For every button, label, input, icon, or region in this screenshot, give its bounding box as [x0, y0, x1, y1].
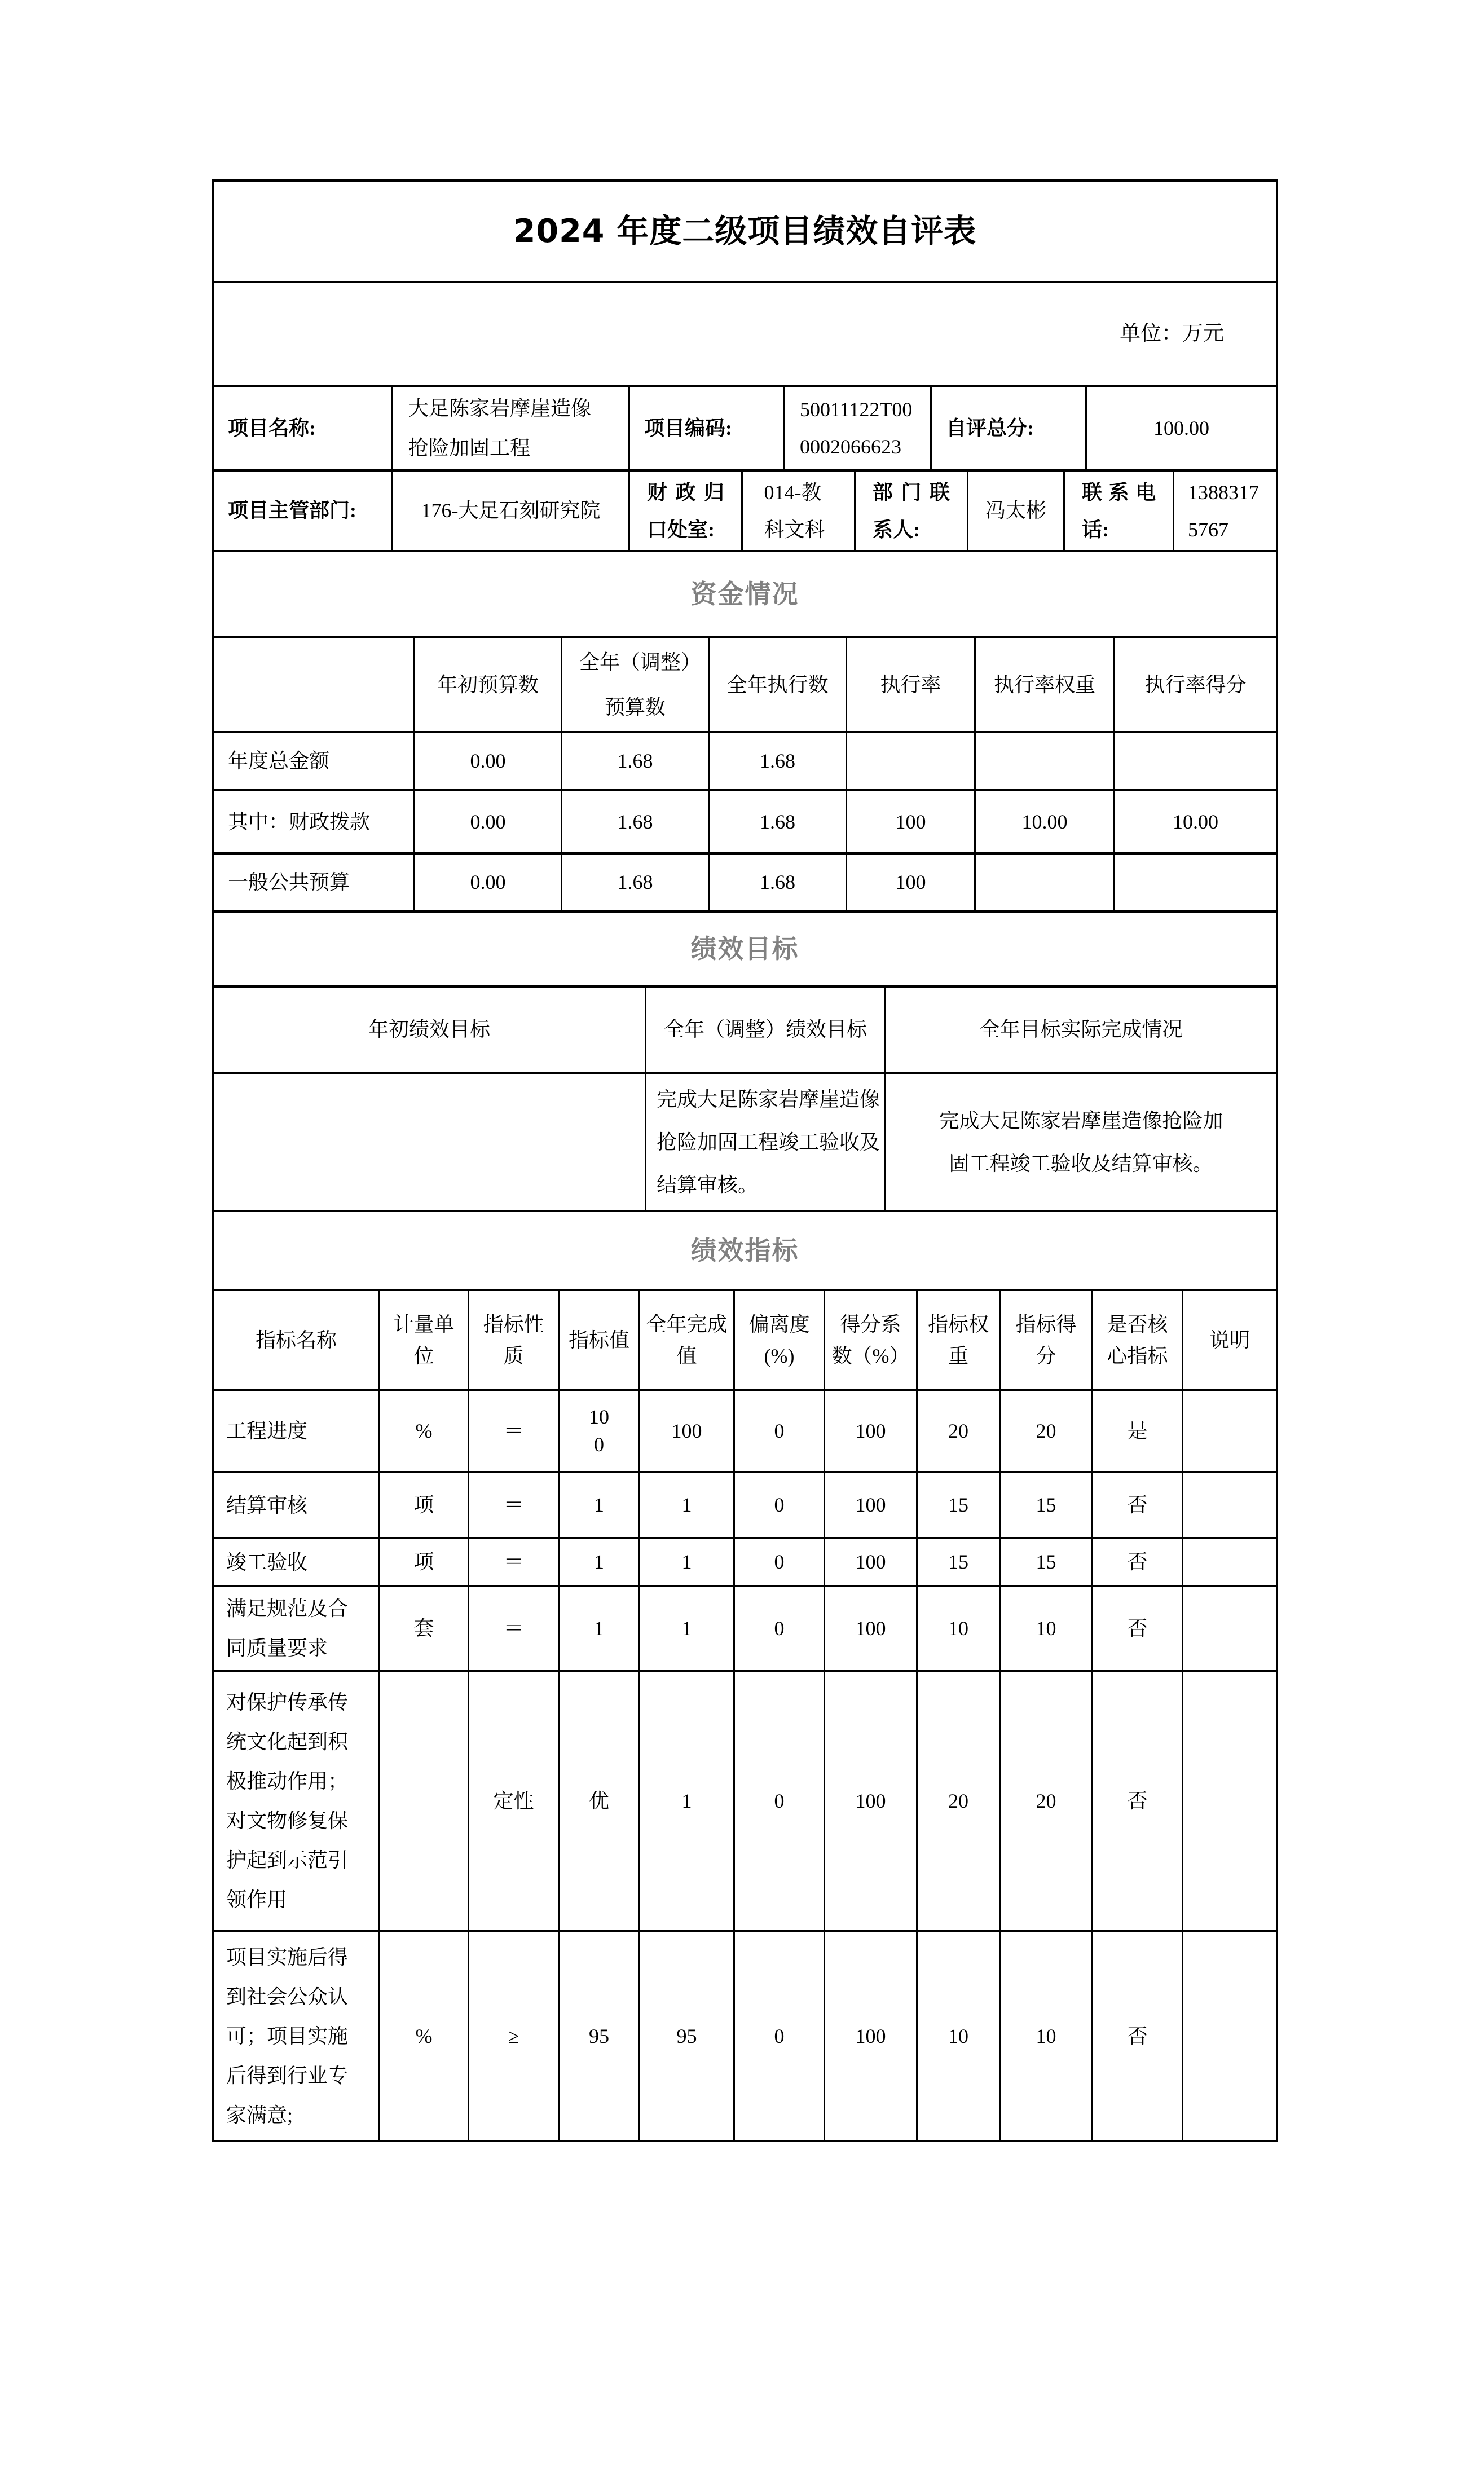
funding-cell: 1.68: [708, 855, 846, 910]
indicator-deviation: 0: [733, 1539, 824, 1585]
phone-label: [1063, 472, 1173, 550]
goals-section-title: 绩效目标: [690, 933, 799, 964]
goals-header-initial: 年初绩效目标: [368, 1018, 490, 1041]
ind-header-score: 指标得分: [999, 1291, 1091, 1389]
funding-row-label: 年度总金额: [228, 750, 330, 773]
funding-cell: 1.68: [561, 733, 708, 789]
indicator-row: [214, 1391, 1276, 1473]
funding-cell: 0.00: [413, 733, 561, 789]
funding-row-label: 其中：财政拨款: [228, 810, 371, 833]
indicator-weight: 20: [916, 1391, 999, 1471]
project-code-label: 项目编码:: [628, 387, 783, 469]
indicator-name: 工程进度: [226, 1420, 308, 1442]
project-info-row-2: [214, 472, 1276, 552]
indicator-note: [1182, 1932, 1276, 2140]
phone-value: 13883175767: [1173, 472, 1276, 550]
indicator-deviation: 0: [733, 1587, 824, 1670]
ind-header-target: 指标值: [558, 1291, 638, 1389]
indicators-header-row: [214, 1291, 1276, 1391]
funding-section-title: 资金情况: [690, 578, 799, 609]
ind-header-weight: 指标权重: [916, 1291, 999, 1389]
indicator-unit: %: [378, 1932, 468, 2140]
project-info-row-1: [214, 387, 1276, 472]
funding-cell: 10.00: [974, 791, 1113, 852]
funding-header-initial-budget: 年初预算数: [413, 638, 561, 731]
self-score-value: 100.00: [1085, 387, 1276, 469]
goals-adjusted-value: 完成大足陈家岩摩崖造像抢险加固工程竣工验收及结算审核。: [645, 1074, 884, 1210]
funding-cell: [974, 733, 1113, 789]
goals-initial-value: [214, 1074, 645, 1210]
indicator-unit: [378, 1672, 468, 1930]
indicator-core: 否: [1091, 1672, 1182, 1930]
ind-header-note: 说明: [1182, 1291, 1276, 1389]
funding-cell: [846, 733, 974, 789]
indicator-unit: %: [378, 1391, 468, 1471]
finance-office-value: 014-教科文科: [741, 472, 854, 550]
unit-label: 单位：万元: [1120, 322, 1224, 346]
indicator-row: [214, 1932, 1276, 2140]
funding-cell: 0.00: [413, 791, 561, 852]
indicator-deviation: 0: [733, 1391, 824, 1471]
indicator-weight: 10: [916, 1932, 999, 2140]
project-code-value: 50011122T000002066623: [783, 387, 930, 469]
indicators-section-row: [214, 1212, 1276, 1291]
indicator-score-coef: 100: [824, 1672, 916, 1930]
funding-row-total: [214, 733, 1276, 791]
indicator-unit: 项: [378, 1539, 468, 1585]
ind-header-nature: 指标性质: [468, 1291, 558, 1389]
dept-label: 项目主管部门:: [228, 499, 356, 522]
goals-section-row: [214, 913, 1276, 988]
ind-header-unit: 计量单位: [378, 1291, 468, 1389]
ind-header-deviation: 偏离度(%): [733, 1291, 824, 1389]
indicator-target: 优: [558, 1672, 638, 1930]
finance-office-label-line2: 口处室:: [647, 518, 715, 541]
indicator-score: 20: [999, 1672, 1091, 1930]
indicator-actual: 1: [638, 1672, 733, 1930]
indicator-row: [214, 1587, 1276, 1672]
indicator-actual: 100: [638, 1391, 733, 1471]
indicator-nature: ＝: [468, 1539, 558, 1585]
funding-header-execution: 全年执行数: [708, 638, 846, 731]
indicator-nature: ＝: [468, 1587, 558, 1670]
indicator-name: 竣工验收: [226, 1551, 308, 1574]
indicator-score: 10: [999, 1587, 1091, 1670]
indicator-score: 15: [999, 1473, 1091, 1537]
funding-cell: 1.68: [561, 791, 708, 852]
funding-cell: 1.68: [561, 855, 708, 910]
indicator-note: [1182, 1473, 1276, 1537]
funding-cell: [974, 855, 1113, 910]
indicator-name: 对保护传承传统文化起到积极推动作用；对文物修复保护起到示范引领作用: [226, 1691, 349, 1911]
ind-header-name: 指标名称: [255, 1328, 337, 1351]
self-score-label: 自评总分:: [930, 387, 1085, 469]
indicator-name: 满足规范及合同质量要求: [226, 1597, 349, 1659]
indicator-actual: 1: [638, 1473, 733, 1537]
funding-cell: 100: [846, 855, 974, 910]
funding-cell: 100: [846, 791, 974, 852]
indicator-weight: 15: [916, 1539, 999, 1585]
indicator-target: 100: [558, 1391, 638, 1471]
indicator-target: 1: [558, 1587, 638, 1670]
indicator-deviation: 0: [733, 1932, 824, 2140]
contact-label-line2: 系人:: [873, 518, 920, 541]
title-row: [214, 182, 1276, 283]
project-name-label: 项目名称:: [228, 416, 316, 439]
goals-actual-value: 完成大足陈家岩摩崖造像抢险加固工程竣工验收及结算审核。: [884, 1074, 1276, 1210]
funding-cell: 10.00: [1113, 791, 1276, 852]
indicator-score: 15: [999, 1539, 1091, 1585]
phone-label-line2: 话:: [1082, 518, 1109, 541]
funding-cell: 1.68: [708, 791, 846, 852]
indicator-note: [1182, 1539, 1276, 1585]
funding-cell: [1113, 855, 1276, 910]
phone-label-line1: 联系电: [1082, 481, 1156, 504]
indicator-core: 是: [1091, 1391, 1182, 1471]
goals-header-adjusted: 全年（调整）绩效目标: [645, 988, 884, 1072]
funding-header-exec-rate-weight: 执行率权重: [974, 638, 1113, 731]
indicator-nature: ＝: [468, 1473, 558, 1537]
indicator-score-coef: 100: [824, 1539, 916, 1585]
indicators-section-title: 绩效指标: [690, 1235, 799, 1266]
indicator-actual: 95: [638, 1932, 733, 2140]
indicator-core: 否: [1091, 1587, 1182, 1670]
indicator-row: [214, 1539, 1276, 1587]
ind-header-score-coef: 得分系数（%）: [824, 1291, 916, 1389]
funding-row-fiscal: [214, 791, 1276, 855]
indicator-score-coef: 100: [824, 1473, 916, 1537]
indicator-deviation: 0: [733, 1473, 824, 1537]
page-title: 2024 年度二级项目绩效自评表: [513, 212, 977, 250]
funding-section-row: [214, 552, 1276, 638]
evaluation-table: [212, 179, 1278, 2142]
indicator-score-coef: 100: [824, 1932, 916, 2140]
indicator-score: 20: [999, 1391, 1091, 1471]
indicator-unit: 套: [378, 1587, 468, 1670]
goals-header-row: [214, 988, 1276, 1074]
contact-label-line1: 部门联: [873, 481, 950, 504]
funding-header-blank: [214, 638, 413, 731]
indicator-nature: ＝: [468, 1391, 558, 1471]
finance-office-label: [628, 472, 741, 550]
goals-header-actual: 全年目标实际完成情况: [884, 988, 1276, 1072]
indicator-score: 10: [999, 1932, 1091, 2140]
indicator-core: 否: [1091, 1473, 1182, 1537]
indicator-nature: 定性: [468, 1672, 558, 1930]
indicator-core: 否: [1091, 1932, 1182, 2140]
indicator-score-coef: 100: [824, 1391, 916, 1471]
indicator-target: 95: [558, 1932, 638, 2140]
ind-header-core: 是否核心指标: [1091, 1291, 1182, 1389]
indicator-target: 1: [558, 1539, 638, 1585]
unit-row: [214, 283, 1276, 387]
indicator-note: [1182, 1391, 1276, 1471]
funding-header-row: [214, 638, 1276, 733]
indicator-note: [1182, 1587, 1276, 1670]
funding-header-exec-rate-score: 执行率得分: [1113, 638, 1276, 731]
indicator-score-coef: 100: [824, 1587, 916, 1670]
indicator-note: [1182, 1672, 1276, 1930]
indicator-weight: 10: [916, 1587, 999, 1670]
indicator-deviation: 0: [733, 1672, 824, 1930]
funding-cell: 1.68: [708, 733, 846, 789]
contact-label: [854, 472, 967, 550]
funding-row-public-budget: [214, 855, 1276, 913]
ind-header-actual: 全年完成值: [638, 1291, 733, 1389]
contact-value: 冯太彬: [967, 472, 1063, 550]
indicator-weight: 20: [916, 1672, 999, 1930]
goals-body-row: [214, 1074, 1276, 1212]
dept-value: 176-大足石刻研究院: [391, 472, 628, 550]
indicator-weight: 15: [916, 1473, 999, 1537]
indicator-target: 1: [558, 1473, 638, 1537]
indicator-name: 结算审核: [226, 1494, 308, 1517]
indicator-actual: 1: [638, 1539, 733, 1585]
funding-cell: 0.00: [413, 855, 561, 910]
funding-header-exec-rate: 执行率: [846, 638, 974, 731]
indicator-name: 项目实施后得到社会公众认可；项目实施后得到行业专家满意;: [226, 1946, 349, 2126]
funding-row-label: 一般公共预算: [228, 871, 350, 894]
indicator-row: [214, 1672, 1276, 1932]
project-name-value: 大足陈家岩摩崖造像抢险加固工程: [391, 387, 628, 469]
indicator-row: [214, 1473, 1276, 1539]
indicator-nature: ≥: [468, 1932, 558, 2140]
indicator-unit: 项: [378, 1473, 468, 1537]
indicator-core: 否: [1091, 1539, 1182, 1585]
indicator-actual: 1: [638, 1587, 733, 1670]
finance-office-label-line1: 财政归: [647, 481, 724, 504]
funding-cell: [1113, 733, 1276, 789]
funding-header-adjusted-budget: 全年（调整）预算数: [561, 638, 708, 731]
